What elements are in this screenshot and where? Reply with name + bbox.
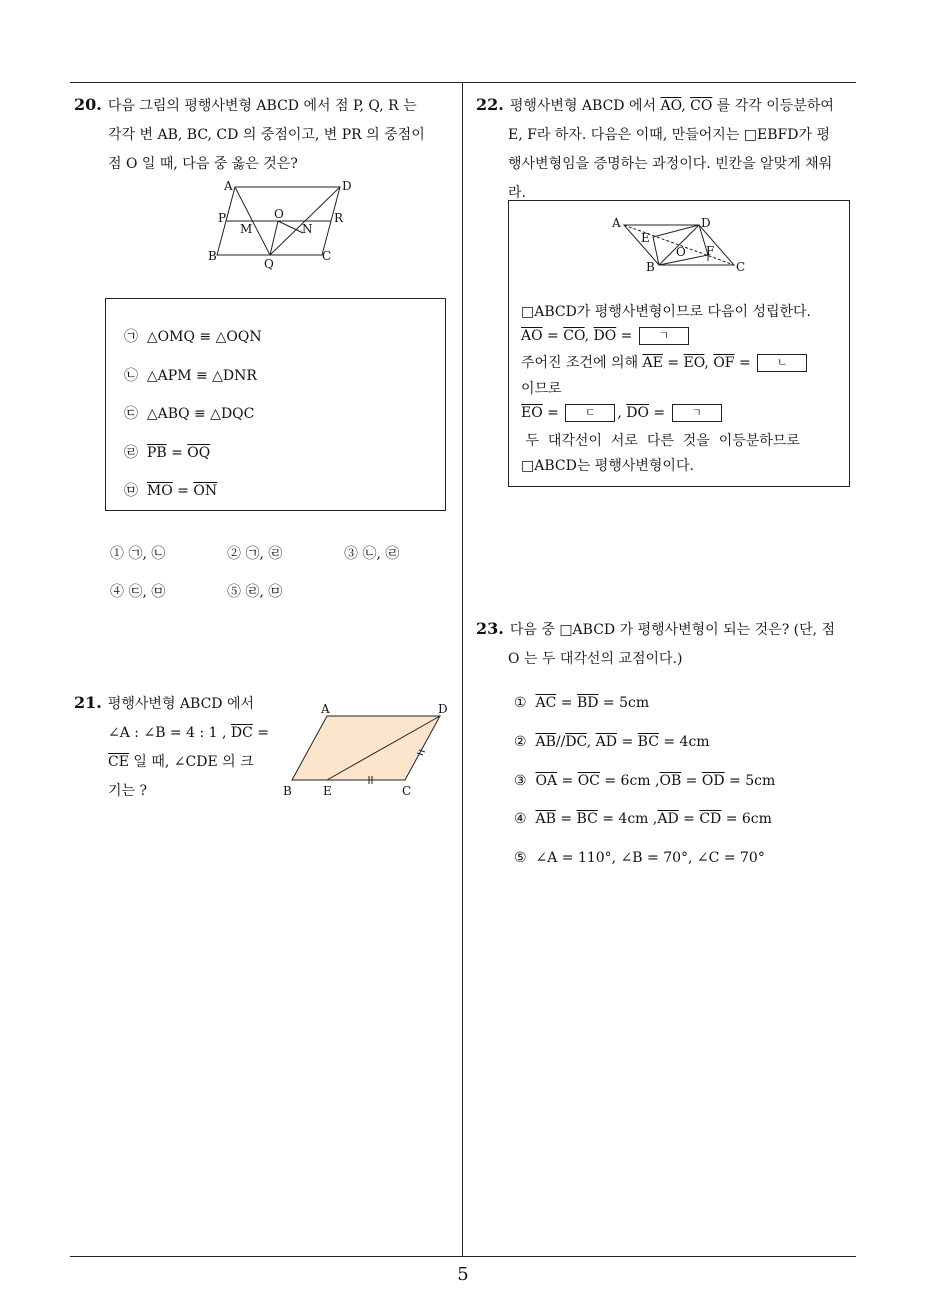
segment: $\overline{AO}$ bbox=[521, 328, 543, 344]
statement-mark: ㉢ bbox=[124, 406, 138, 422]
segment: $\overline{AE}$ bbox=[642, 355, 663, 371]
segment: $\overline{OQ}$ bbox=[187, 445, 211, 461]
question-23 bbox=[476, 614, 861, 674]
label-Q: Q bbox=[264, 257, 274, 271]
text: = 5cm bbox=[724, 773, 776, 789]
text: ∠A : ∠B = 4 : 1 , bbox=[108, 725, 231, 741]
label-M: M bbox=[240, 222, 253, 236]
choice-mark: ④ bbox=[514, 811, 527, 827]
label-F: F bbox=[706, 244, 715, 258]
page-number: 5 bbox=[457, 1264, 469, 1285]
q22-proof-box bbox=[508, 200, 850, 487]
label-E: E bbox=[641, 231, 650, 245]
label-P: P bbox=[218, 211, 227, 225]
segment: $\overline{AD}$ bbox=[595, 734, 617, 750]
statement-text: △APM ≡ △DNR bbox=[146, 368, 257, 384]
text: , bbox=[586, 734, 596, 750]
segment: $\overline{OB}$ bbox=[659, 773, 682, 789]
segment: $\overline{AC}$ bbox=[535, 695, 557, 711]
text: = 4cm , bbox=[597, 811, 658, 827]
equals: = bbox=[172, 483, 194, 499]
text: = bbox=[734, 355, 756, 371]
question-21 bbox=[74, 688, 274, 806]
label-D: D bbox=[438, 702, 448, 716]
answer-blank-4[interactable]: ㄱ bbox=[672, 404, 722, 422]
question-text-line: O 는 두 대각선의 교점이다.) bbox=[508, 651, 683, 667]
text: = bbox=[617, 734, 638, 750]
text: 주어진 조건에 의해 bbox=[521, 355, 643, 371]
text: // bbox=[555, 734, 566, 750]
top-rule bbox=[70, 82, 856, 83]
answer-blank-3[interactable]: ㄷ bbox=[565, 404, 615, 422]
segment: $\overline{OD}$ bbox=[701, 773, 725, 789]
statement-mark: ㉣ bbox=[124, 445, 138, 461]
segment: $\overline{DC}$ bbox=[565, 734, 587, 750]
label-C: C bbox=[736, 260, 746, 274]
bottom-rule bbox=[70, 1256, 856, 1257]
question-text-line bbox=[74, 719, 274, 748]
text: ∠A = 110°, ∠B = 70°, ∠C = 70° bbox=[535, 850, 765, 866]
text: = 6cm bbox=[721, 811, 772, 827]
label-O: O bbox=[274, 207, 284, 221]
label-C: C bbox=[322, 249, 332, 263]
answer-choice-4[interactable]: ④ ㉢, ㉤ bbox=[110, 584, 166, 600]
label-A: A bbox=[224, 179, 233, 193]
text: , bbox=[704, 355, 714, 371]
question-number: 23. bbox=[476, 619, 504, 638]
answer-choice-1[interactable]: ① ㉠, ㉡ bbox=[110, 546, 166, 562]
text: 를 각각 이등분하여 bbox=[712, 98, 834, 114]
segment: $\overline{OC}$ bbox=[577, 773, 600, 789]
proof-line: □ABCD가 평행사변형이므로 다음이 성립한다. bbox=[521, 304, 812, 320]
label-R: R bbox=[334, 211, 344, 225]
question-text-line bbox=[74, 748, 274, 777]
label-A: A bbox=[321, 702, 330, 716]
segment: $\overline{AB}$ bbox=[535, 734, 556, 750]
label-N: N bbox=[302, 222, 313, 236]
segment: $\overline{BC}$ bbox=[576, 811, 598, 827]
statement-mark: ㉡ bbox=[124, 368, 138, 384]
answer-choice-2[interactable]: ② ㉠, ㉣ bbox=[227, 546, 283, 562]
question-22 bbox=[476, 90, 861, 208]
segment: $\overline{AD}$ bbox=[657, 811, 679, 827]
text: , bbox=[584, 328, 594, 344]
statement-item bbox=[124, 365, 257, 385]
text: = bbox=[555, 811, 577, 827]
question-number: 20. bbox=[74, 95, 102, 114]
statement-item bbox=[124, 403, 254, 423]
segment: $\overline{ON}$ bbox=[193, 483, 218, 499]
proof-line: 두 대각선이 서로 다른 것을 이등분하므로 bbox=[521, 433, 800, 449]
question-text-line: 평행사변형 ABCD 에서 bbox=[107, 696, 255, 712]
question-text-line: 각각 변 AB, BC, CD 의 중점이고, 변 PR 의 중점이 bbox=[108, 127, 425, 143]
text: = 5cm bbox=[598, 695, 650, 711]
answer-choice-3[interactable]: ③ ㉡, ㉣ bbox=[344, 546, 400, 562]
label-O: O bbox=[676, 245, 686, 259]
text: , bbox=[617, 405, 627, 421]
text: = bbox=[662, 355, 684, 371]
column-divider bbox=[462, 82, 463, 1256]
segment: $\overline{OF}$ bbox=[713, 355, 735, 371]
segment: $\overline{EO}$ bbox=[521, 405, 543, 421]
answer-choice-2[interactable] bbox=[514, 734, 710, 750]
segment: $\overline{CD}$ bbox=[699, 811, 722, 827]
segment: $\overline{CO}$ bbox=[563, 328, 585, 344]
segment: $\overline{BD}$ bbox=[576, 695, 599, 711]
segment: $\overline{AO}$ bbox=[660, 98, 682, 114]
answer-choice-5[interactable]: ⑤ ㉣, ㉤ bbox=[227, 584, 283, 600]
question-text-line: 기는 ? bbox=[108, 783, 148, 799]
q20-parallelogram-figure bbox=[200, 178, 370, 273]
text: = bbox=[616, 328, 637, 344]
proof-line bbox=[521, 327, 691, 345]
label-D: D bbox=[342, 179, 352, 193]
text: = bbox=[557, 773, 578, 789]
choice-mark: ① bbox=[514, 695, 527, 711]
text: = bbox=[556, 695, 577, 711]
label-B: B bbox=[208, 249, 217, 263]
text: = bbox=[678, 811, 700, 827]
statement-item bbox=[124, 480, 217, 500]
segment: $\overline{CE}$ bbox=[108, 754, 129, 770]
question-text-line: 라. bbox=[508, 185, 526, 201]
answer-choice-5[interactable] bbox=[514, 850, 765, 866]
answer-blank-1[interactable]: ㄱ bbox=[639, 327, 689, 345]
answer-choice-3[interactable] bbox=[514, 773, 775, 789]
text: 평행사변형 ABCD 에서 bbox=[509, 98, 661, 114]
segment: $\overline{DC}$ bbox=[230, 725, 253, 741]
question-text-line: E, F라 하자. 다음은 이때, 만들어지는 □EBFD가 평 bbox=[508, 127, 830, 143]
answer-choice-4[interactable] bbox=[514, 811, 772, 827]
text: , bbox=[681, 98, 691, 114]
segment: $\overline{DO}$ bbox=[626, 405, 649, 421]
label-D: D bbox=[701, 216, 711, 230]
segment: $\overline{AB}$ bbox=[535, 811, 556, 827]
label-B: B bbox=[646, 260, 655, 274]
question-number: 21. bbox=[74, 693, 102, 712]
proof-line bbox=[521, 404, 724, 422]
question-20 bbox=[74, 90, 459, 179]
segment: $\overline{DO}$ bbox=[593, 328, 617, 344]
q22-parallelogram-figure bbox=[604, 211, 754, 276]
statement-mark: ㉤ bbox=[124, 483, 138, 499]
proof-line: 이므로 bbox=[521, 381, 562, 397]
text: 일 때, ∠CDE 의 크 bbox=[128, 754, 254, 770]
label-E: E bbox=[323, 784, 332, 798]
text: = 4cm bbox=[658, 734, 710, 750]
answer-choice-1[interactable] bbox=[514, 695, 649, 711]
question-text-line: 다음 그림의 평행사변형 ABCD 에서 점 P, Q, R 는 bbox=[107, 98, 417, 114]
statement-item bbox=[124, 326, 262, 346]
label-B: B bbox=[283, 784, 292, 798]
choice-mark: ③ bbox=[514, 773, 527, 789]
q20-statements-box bbox=[105, 298, 446, 511]
text: = bbox=[252, 725, 270, 741]
segment: $\overline{PB}$ bbox=[146, 445, 167, 461]
question-text-line: 다음 중 □ABCD 가 평행사변형이 되는 것은? (단, 점 bbox=[509, 622, 836, 638]
segment: $\overline{MO}$ bbox=[146, 483, 173, 499]
statement-mark: ㉠ bbox=[124, 329, 138, 345]
choice-mark: ② bbox=[514, 734, 527, 750]
question-text-line: 점 O 일 때, 다음 중 옳은 것은? bbox=[108, 156, 298, 172]
equals: = bbox=[166, 445, 188, 461]
statement-text: △ABQ ≡ △DQC bbox=[146, 406, 255, 422]
text: = bbox=[681, 773, 702, 789]
text: = bbox=[648, 405, 670, 421]
text: = bbox=[542, 405, 564, 421]
segment: $\overline{OA}$ bbox=[535, 773, 558, 789]
label-A: A bbox=[612, 216, 621, 230]
q21-parallelogram-figure bbox=[280, 698, 460, 800]
text: = bbox=[542, 328, 564, 344]
statement-item bbox=[124, 442, 210, 462]
label-C: C bbox=[402, 784, 412, 798]
choice-mark: ⑤ bbox=[514, 850, 527, 866]
segment: $\overline{EO}$ bbox=[683, 355, 705, 371]
proof-line bbox=[521, 352, 809, 372]
proof-line: □ABCD는 평행사변형이다. bbox=[521, 458, 694, 474]
answer-blank-2[interactable]: ㄴ bbox=[757, 354, 807, 372]
segment: $\overline{BC}$ bbox=[637, 734, 659, 750]
text: = 6cm , bbox=[599, 773, 660, 789]
question-text-line: 행사변형임을 증명하는 과정이다. 빈칸을 알맞게 채워 bbox=[508, 156, 833, 172]
segment: $\overline{CO}$ bbox=[690, 98, 713, 114]
question-number: 22. bbox=[476, 95, 504, 114]
statement-text: △OMQ ≡ △OQN bbox=[146, 329, 262, 345]
